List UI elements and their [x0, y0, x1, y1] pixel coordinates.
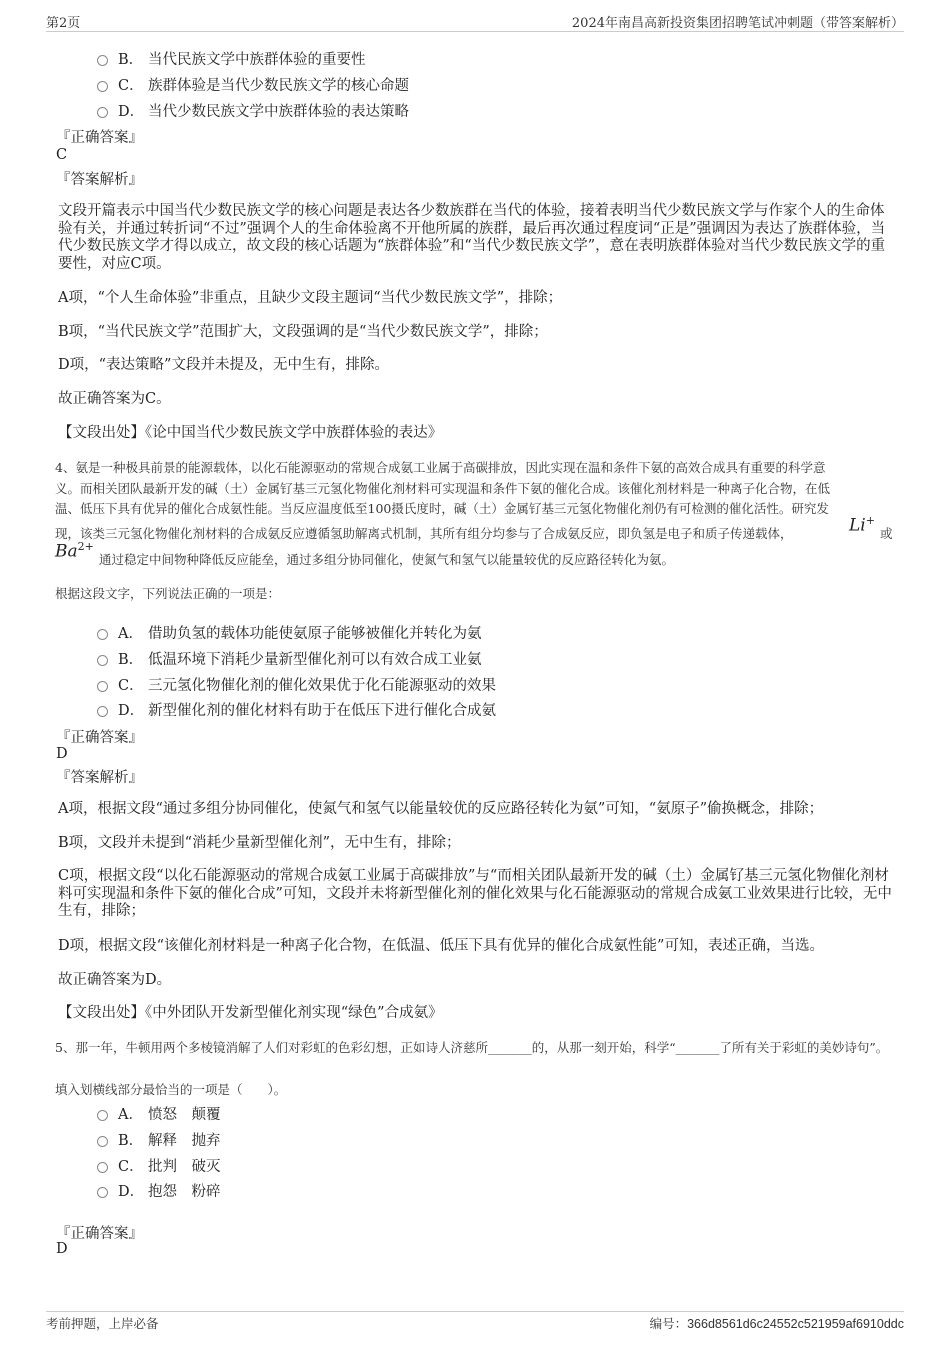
q3-analysis-main: 文段开篇表示中国当代少数民族文学的核心问题是表达各少数族群在当代的体验，接着表明当代少数民族文学与作家个人的生命体验有关，并通过转折词“不过”强调个人的生命体验离不开他所属的族群，最后再次通过程度词“正是”强调因为表达了族群体验，当代少数民族文学才得以成立，故文段的核心话题为“族群体验”和“当代少数民族文学”，意在表明族群体验对当代少数民族文学的重要性，对应C项。 [58, 203, 886, 272]
option-letter: D． [118, 703, 145, 719]
q4-conclusion: 故正确答案为D。 [58, 972, 172, 988]
q5-answer-label: 『正确答案』 [56, 1226, 143, 1242]
option-text: 愤怒 颠覆 [148, 1107, 221, 1123]
q3-answer-label: 『正确答案』 [56, 130, 143, 146]
q5-stem: 5、那一年，牛顿用两个多棱镜消解了人们对彩虹的色彩幻想，正如诗人济慈所_______的，从那一刻开始，科学“_______了所有关于彩虹的美妙诗句”。 [55, 1040, 889, 1055]
radio-icon[interactable] [97, 81, 108, 92]
li-symbol: Li [849, 515, 866, 536]
q4-stem-line: 4、氨是一种极具前景的能源载体，以化石能源驱动的常规合成氨工业属于高碳排放，因此实现在温和条件下氨的高效合成具有重要的科学意 [55, 460, 826, 475]
q4-stem-last: 通过稳定中间物种降低反应能垒，通过多组分协同催化，使氮气和氢气以能量较优的反应路径转化为氨。 [99, 552, 675, 567]
option-letter: D． [118, 1184, 145, 1200]
radio-icon[interactable] [97, 655, 108, 666]
q3-option-b[interactable] [97, 48, 366, 69]
option-letter: D． [118, 104, 145, 120]
option-text: 当代民族文学中族群体验的重要性 [148, 52, 366, 68]
footer-divider [46, 1311, 904, 1312]
page-number: 第2页 [46, 16, 81, 31]
q4-analysis-c: C项，根据文段“以化石能源驱动的常规合成氨工业属于高碳排放”与“而相关团队最新开发的碱（土）金属钌基三元氢化物催化剂材料可实现温和条件下氨的催化合成”可知，文段并未将新型催化剂的催化效果与化石能源驱动的常规合成氨工业效果进行比较，无中生有，排除； [58, 868, 892, 919]
document-title: 2024年南昌高新投资集团招聘笔试冲刺题（带答案解析） [571, 16, 904, 31]
option-letter: B． [118, 1133, 144, 1149]
q5-option-a[interactable] [97, 1103, 221, 1124]
q3-answer: C [56, 147, 68, 163]
radio-icon[interactable] [97, 1187, 108, 1198]
li-ion-formula [849, 514, 875, 536]
q3-analysis-d: D项，“表达策略”文段并未提及，无中生有，排除。 [58, 357, 389, 373]
option-letter: C． [118, 78, 144, 94]
q4-analysis-label: 『答案解析』 [56, 770, 143, 786]
header-divider [46, 31, 904, 32]
radio-icon[interactable] [97, 629, 108, 640]
radio-icon[interactable] [97, 706, 108, 717]
q4-stem-line: 义。而相关团队最新开发的碱（土）金属钌基三元氢化物催化剂材料可实现温和条件下氨的催化合成。该催化剂材料是一种离子化合物，在低 [55, 480, 831, 496]
radio-icon[interactable] [97, 107, 108, 118]
radio-icon[interactable] [97, 1136, 108, 1147]
q3-analysis-b: B项，“当代民族文学”范围扩大，文段强调的是“当代少数民族文学”，排除； [58, 324, 548, 340]
li-charge: + [865, 514, 875, 527]
q4-stem [55, 458, 895, 520]
option-text: 抱怨 粉碎 [148, 1184, 221, 1200]
q5-option-d[interactable] [97, 1180, 221, 1201]
q4-option-d[interactable] [97, 699, 496, 720]
q4-analysis-b: B项，文段并未提到“消耗少量新型催化剂”，无中生有，排除； [58, 835, 461, 851]
option-text: 当代少数民族文学中族群体验的表达策略 [148, 104, 409, 120]
radio-icon[interactable] [97, 55, 108, 66]
q3-conclusion: 故正确答案为C。 [58, 391, 171, 407]
document-code [650, 1314, 904, 1332]
q4-option-c[interactable] [97, 674, 496, 695]
q4-question: 根据这段文字，下列说法正确的一项是： [55, 586, 281, 601]
q4-stem-line: 现，该类三元氢化物催化剂材料的合成氨反应遵循氢助解离式机制，其所有组分均参与了合成氨反应，即负氢是电子和质子传递载体， [55, 526, 793, 541]
code-value: 366d8561d6c24552c521959af6910ddc [687, 1317, 904, 1331]
q4-analysis-a: A项，根据文段“通过多组分协同催化，使氮气和氢气以能量较优的反应路径转化为氨”可知，“氨原子”偷换概念，排除； [58, 801, 824, 817]
q3-option-d[interactable] [97, 100, 409, 121]
q5-answer: D [56, 1241, 68, 1257]
q4-option-b[interactable] [97, 648, 482, 669]
q3-analysis-label: 『答案解析』 [56, 172, 143, 188]
option-letter: C． [118, 1159, 144, 1175]
option-text: 族群体验是当代少数民族文学的核心命题 [148, 78, 409, 94]
q3-option-c[interactable] [97, 74, 409, 95]
q4-stem-line: 温、低压下具有优异的催化合成氨性能。当反应温度低至100摄氏度时，碱（土）金属钌基三元氢化物催化剂仍有可检测的催化活性。研究发 [55, 501, 829, 516]
q4-answer: D [56, 746, 68, 762]
q4-analysis-d: D项，根据文段“该催化剂材料是一种离子化合物，在低温、低压下具有优异的催化合成氨性能”可知，表述正确，当选。 [58, 938, 824, 954]
option-text: 新型催化剂的催化材料有助于在低压下进行催化合成氨 [148, 703, 496, 719]
option-text: 三元氢化物催化剂的催化效果优于化石能源驱动的效果 [148, 678, 496, 694]
q5-option-b[interactable] [97, 1129, 221, 1150]
radio-icon[interactable] [97, 681, 108, 692]
option-letter: B． [118, 52, 144, 68]
q4-stem-or: 或 [880, 526, 893, 541]
option-letter: A． [118, 626, 143, 642]
q3-analysis-a: A项，“个人生命体验”非重点，且缺少文段主题词“当代少数民族文学”，排除； [58, 290, 563, 306]
option-text: 解释 抛弃 [148, 1133, 221, 1149]
option-letter: A． [118, 1107, 143, 1123]
radio-icon[interactable] [97, 1162, 108, 1173]
footer-slogan: 考前押题，上岸必备 [46, 1316, 159, 1331]
ba-ion-formula [55, 540, 94, 562]
q4-answer-label: 『正确答案』 [56, 730, 143, 746]
option-text: 低温环境下消耗少量新型催化剂可以有效合成工业氨 [148, 652, 482, 668]
q4-option-a[interactable] [97, 622, 482, 643]
code-label: 编号： [649, 1316, 688, 1331]
q5-question: 填入划横线部分最恰当的一项是（ ）。 [55, 1082, 287, 1097]
option-letter: C． [118, 678, 144, 694]
q4-source: 【文段出处】《中外团队开发新型催化剂实现“绿色”合成氨》 [58, 1005, 443, 1021]
radio-icon[interactable] [97, 1110, 108, 1121]
option-text: 批判 破灭 [148, 1159, 221, 1175]
option-letter: B． [118, 652, 144, 668]
option-text: 借助负氢的载体功能使氨原子能够被催化并转化为氨 [148, 626, 482, 642]
q3-source: 【文段出处】《论中国当代少数民族文学中族群体验的表达》 [58, 425, 443, 441]
ba-symbol: Ba [55, 541, 78, 562]
q5-option-c[interactable] [97, 1155, 221, 1176]
ba-charge: 2+ [77, 540, 94, 553]
